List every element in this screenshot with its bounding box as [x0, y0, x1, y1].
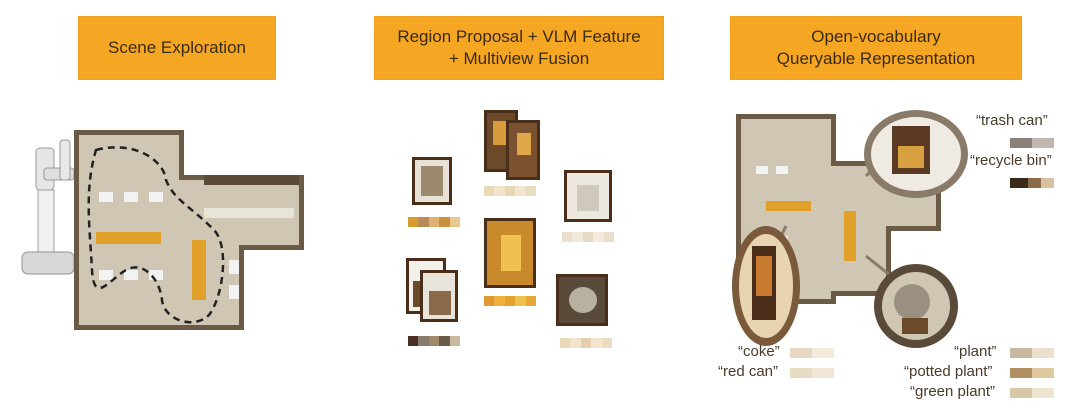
- header-region-proposal: [374, 16, 664, 80]
- query-potted-plant: “potted plant”: [904, 363, 993, 380]
- header-scene-exploration: [78, 16, 276, 80]
- header-title-line2: Queryable Representation: [776, 49, 976, 68]
- query-bar-red-can: [790, 368, 834, 378]
- feature-bar-plant: [560, 338, 612, 348]
- robot-icon: [22, 140, 74, 274]
- query-bar-recycle-bin: [1010, 178, 1054, 188]
- query-bar-potted-plant: [1010, 368, 1054, 378]
- query-coke: “coke”: [738, 343, 780, 360]
- query-plant: “plant”: [954, 343, 997, 360]
- query-trash-can: “trash can”: [976, 112, 1048, 129]
- header-title-line1: Open-vocabulary: [811, 27, 941, 46]
- region-crop-bin: [564, 170, 612, 222]
- region-crop-snack-bag: [412, 157, 452, 205]
- region-crop-wet-floor-sign: [484, 218, 536, 288]
- header-open-vocabulary: [730, 16, 1022, 80]
- query-green-plant: “green plant”: [910, 383, 996, 400]
- region-crop-plant: [556, 274, 608, 326]
- region-crop-can-stack-2: [506, 120, 540, 180]
- region-crop-trash-2: [420, 270, 458, 322]
- floorplan: [74, 130, 304, 330]
- feature-bar-sign: [484, 296, 536, 306]
- feature-bar-can: [484, 186, 536, 196]
- query-bar-trash-can: [1010, 138, 1054, 148]
- feature-bar-trash: [408, 336, 460, 346]
- query-recycle-bin: “recycle bin”: [970, 152, 1052, 169]
- query-bar-plant: [1010, 348, 1054, 358]
- feature-bar-snack: [408, 217, 460, 227]
- query-red-can: “red can”: [718, 363, 779, 380]
- queryable-map: [716, 106, 966, 376]
- query-bar-coke: [790, 348, 834, 358]
- header-title-line2: + Multiview Fusion: [448, 49, 590, 68]
- header-title: Scene Exploration: [108, 38, 246, 57]
- scene-exploration-map: [14, 120, 314, 340]
- trash-can-highlight: [864, 110, 968, 198]
- query-bar-green-plant: [1010, 388, 1054, 398]
- header-title-line1: Region Proposal + VLM Feature: [397, 27, 641, 46]
- coke-highlight: [732, 226, 800, 346]
- feature-bar-bin: [562, 232, 614, 242]
